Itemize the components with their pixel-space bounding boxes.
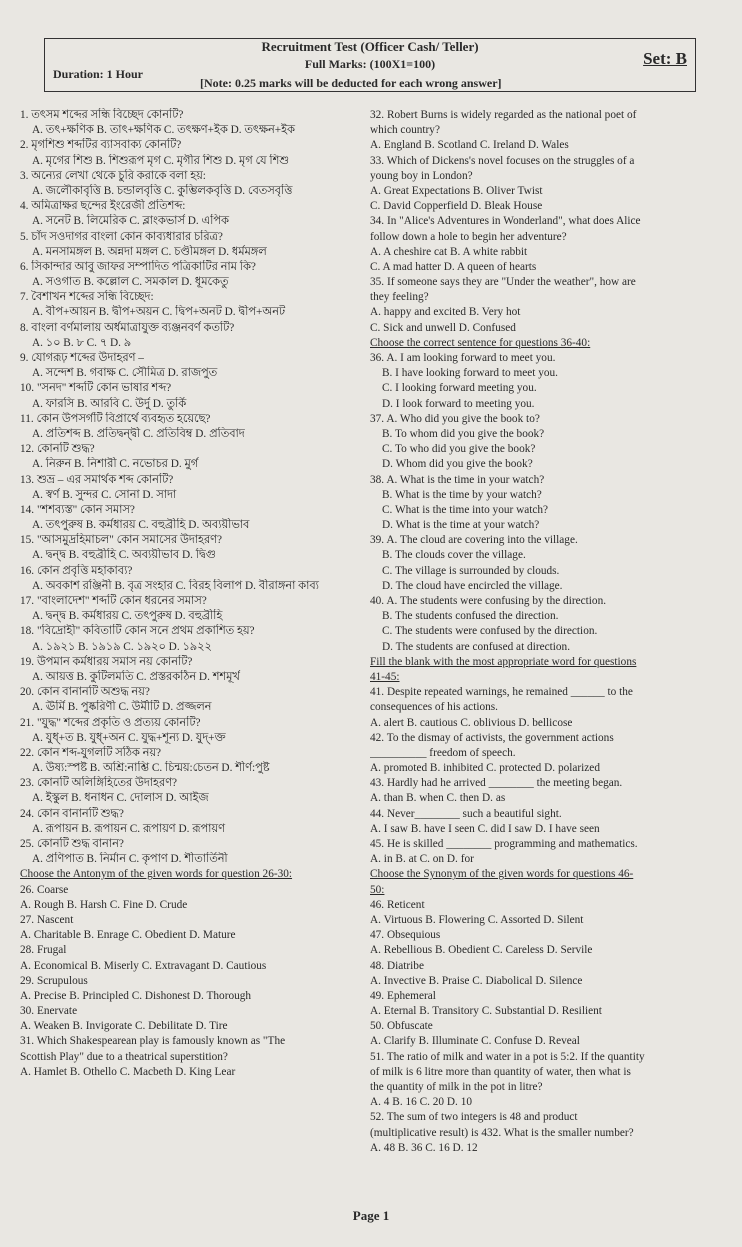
question-text: 20. কোন বানানটি অশুদ্ধ নয়? [20,686,150,699]
answer-options: D. Whom did you give the book? [382,458,533,471]
section-instruction: Fill the blank with the most appropriate word for questions [370,655,637,668]
right-question-column [370,108,706,1156]
answer-options: A. উষ্য:স্পষ্ট B. অশ্রি:নাশ্তি C. চিন্ময়:চেতন D. শীর্ণ:পুষ্ট [32,762,270,775]
question-text: young boy in London? [370,169,473,182]
question-text: 41. Despite repeated warnings, he remained ______ to the [370,686,633,699]
answer-options: B. To whom did you give the book? [382,427,545,440]
page-number: Page 1 [352,1208,390,1223]
question-set: Set: B [643,49,687,68]
question-text: 13. শুভ্র – এর সমার্থক শব্দ কোনটি? [20,473,174,486]
section-instruction: Choose the Synonym of the given words for questions 46- [370,868,634,881]
duration: Duration: 1 Hour [53,67,143,81]
answer-options: D. I look forward to meeting you. [382,397,535,410]
question-text: 34. In "Alice's Adventures in Wonderland", what does Alice [370,215,641,228]
question-text: 1. তৎসম শব্দের সন্ধি বিচ্ছেদ কোনটি? [20,109,184,121]
answer-options: A. A cheshire cat B. A white rabbit [370,245,528,258]
answer-options: B. The students confused the direction. [382,610,559,623]
answer-options: A. Charitable B. Enrage C. Obedient D. Mature [20,929,236,942]
answer-options: A. প্রণিপাত B. নির্মান C. কৃপাণ D. শীতার্তিনী [32,853,228,866]
answer-options: A. নিরুন B. নিশারী C. নভোচর D. মুর্গ [32,458,199,471]
answer-options: A. Virtuous B. Flowering C. Assorted D. Silent [370,913,584,926]
answer-options: A. England B. Scotland C. Ireland D. Wales [370,139,569,152]
question-text: 40. A. The students were confusing by the direction. [370,595,607,607]
answer-options: A. দ্বন্দ্ব B. বহুব্রীহি C. অব্যয়ীভাব D. দ্বিগু [32,549,216,562]
answer-options: A. happy and excited B. Very hot [370,306,521,319]
question-text: 14. "শশব্যস্ত" কোন সমাস? [20,503,135,516]
answer-options: A. মৃগের শিশু B. শিশুরূপ মৃগ C. মৃগীর শিশু D. মৃগ যে শিশু [32,154,290,167]
negative-marking-note: [Note: 0.25 marks will be deducted for each wrong answer] [200,76,502,90]
question-text: the quantity of milk in the pot in litre? [370,1081,543,1093]
question-text: 49. Ephemeral [370,989,436,1002]
answer-options: D. The students are confused at direction. [382,640,571,653]
question-text: 3. অন্যের লেখা থেকে চুরি করাকে বলা হয়: [20,169,206,182]
answer-options: A. ঊর্মি B. পুষ্করিণী C. উর্মীটি D. প্রজ্জলন [32,701,212,714]
question-text: 5. চাঁদ সওদাগর বাংলা কোন কাব্যধারার চরিত্র? [20,230,223,243]
question-text: 12. কোনটি শুদ্ধ? [20,443,95,456]
section-instruction: 41-45: [370,670,400,683]
answer-options: A. in B. at C. on D. for [370,853,474,866]
answer-options: A. Precise B. Principled C. Dishonest D. Thorough [20,989,252,1002]
question-text: 29. Scrupulous [20,974,88,987]
question-text: 52. The sum of two integers is 48 and product [370,1111,578,1124]
question-text: 45. He is skilled ________ programming and mathematics. [370,838,638,850]
question-text: 46. Reticent [370,898,425,911]
answer-options: A. Economical B. Miserly C. Extravagant D. Cautious [20,959,267,972]
question-text: which country? [370,124,440,137]
question-text: 38. A. What is the time in your watch? [370,473,545,486]
question-text: 32. Robert Burns is widely regarded as the national poet of [370,109,637,121]
question-text: 31. Which Shakespearean play is famously known as "The [20,1035,286,1048]
answer-options: A. ১০ B. ৮ C. ৭ D. ৯ [32,336,132,349]
question-text: 27. Nascent [20,913,74,926]
question-text: 7. বৈশাখন শব্দের সন্ধি বিচ্ছেদ: [20,291,154,304]
answer-options: A. তৎ+ক্ষণিক B. তাৎ+ক্ষণিক C. তৎক্ষণ+ইক D. তৎক্ষন+ইক [32,124,295,137]
answer-options: C. The village is surrounded by clouds. [382,564,560,577]
answer-options: A. I saw B. have I seen C. did I saw D. I have seen [370,822,600,835]
answer-options: A. ইস্কুল B. ধনাধন C. দোলাস D. আইজ [32,792,209,805]
answer-options: C. David Copperfield D. Bleak House [370,200,543,213]
question-text: 9. যোগরূঢ় শব্দের উদাহরণ – [20,352,144,364]
answer-options: A. জলৌকাবৃত্তি B. চন্ডালবৃত্তি C. কুম্ভিলকবৃত্তি D. বেতসবৃত্তি [32,184,293,197]
answer-options: C. To who did you give the book? [382,443,536,456]
answer-options: A. Eternal B. Transitory C. Substantial D. Resilient [370,1005,602,1018]
answer-options: A. বীপ+আয়ন B. দ্বীপ+অয়ন C. দ্বিপ+অনট D. দ্বীপ+অনট [32,306,286,319]
answer-options: C. The students were confused by the direction. [382,625,598,638]
question-text: they feeling? [370,291,429,304]
answer-options: A. Clarify B. Illuminate C. Confuse D. Reveal [370,1035,580,1048]
section-instruction: Choose the correct sentence for questions 36-40: [370,336,591,349]
answer-options: A. Hamlet B. Othello C. Macbeth D. King Lear [20,1065,236,1078]
answer-options: A. Rough B. Harsh C. Fine D. Crude [20,898,188,911]
question-text: 48. Diatribe [370,959,424,972]
answer-options: C. Sick and unwell D. Confused [370,321,516,334]
question-text: 15. "আসমুদ্রহিমাচল" কোন সমাসের উদাহরণ? [20,534,223,547]
answer-options: A. অবকাশ রঞ্জিনী B. বৃত্র সংহার C. বিরহ বিলাপ D. বীরাঙ্গনা কাব্য [32,579,319,592]
question-text: (multiplicative result) is 432. What is the smaller number? [370,1126,634,1139]
answer-options: C. A mad hatter D. A queen of hearts [370,260,537,273]
answer-options: A. Weaken B. Invigorate C. Debilitate D. Tire [20,1020,228,1033]
answer-options: C. What is the time into your watch? [382,503,549,516]
question-text: 47. Obsequious [370,929,441,942]
question-text: 24. কোন বানানটি শুদ্ধ? [20,807,124,820]
answer-options: A. সনেট B. লিমেরিক C. ব্লাংকভার্স D. এপিক [32,215,229,228]
answer-options: A. alert B. cautious C. oblivious D. bellicose [370,716,573,729]
question-text: 28. Frugal [20,944,67,957]
question-text: 17. "বাংলাদেশ" শব্দটি কোন ধরনের সমাস? [20,595,207,607]
question-text: follow down a hole to begin her adventure? [370,230,567,243]
answer-options: A. Invective B. Praise C. Diabolical D. Silence [370,974,583,987]
question-text: 44. Never________ such a beautiful sight. [370,807,562,820]
question-text: 4. অমিত্রাক্ষর ছন্দের ইংরেজী প্রতিশব্দ: [20,200,186,213]
answer-options: A. দ্বন্দ্ব B. কর্মধারয় C. তৎপুরুষ D. বহুব্রীহি [32,610,223,623]
answer-options: A. রূপায়ন B. রূপায়ন C. রূপায়ণ D. রূপায়ণ [32,822,225,835]
question-text: 43. Hardly had he arrived ________ the meeting began. [370,777,623,790]
question-text: consequences of his actions. [370,701,498,714]
question-text: 23. কোনটি অলিঙ্গিহিতের উদাহরণ? [20,777,178,790]
question-text: 42. To the dismay of activists, the government actions [370,731,614,744]
answer-options: A. স্বর্ণ B. সুন্দর C. সোনা D. সাদা [32,488,177,501]
answer-options: A. 4 B. 16 C. 20 D. 10 [370,1096,472,1109]
question-text: 21. "যুদ্ধ" শব্দের প্রকৃতি ও প্রত্যয় কোনটি? [20,716,201,729]
exam-header [44,38,696,92]
answer-options: A. সন্দেশ B. গবাক্ষ C. সৌমিত্র D. রাজপুত [32,367,218,380]
question-text: 25. কোনটি শুদ্ধ বানান? [20,838,124,850]
answer-options: A. প্রতিশব্দ B. প্রতিদ্বন্দ্বী C. প্রতিবিম্ব D. প্রতিবাদ [32,427,245,440]
question-text: 30. Enervate [20,1005,78,1018]
answer-options: B. I have looking forward to meet you. [382,367,559,380]
answer-options: A. সওগাত B. কল্লোল C. সমকাল D. ধূমকেতু [32,276,229,289]
question-text: 51. The ratio of milk and water in a pot is 5:2. If the quantity [370,1050,645,1063]
question-text: 50. Obfuscate [370,1020,433,1033]
answer-options: A. ১৯২১ B. ১৯১৯ C. ১৯২০ D. ১৯২২ [32,640,212,653]
answer-options: A. তৎপুরুষ B. কর্মধারয় C. বহুব্রীহি D. অব্যয়ীভাব [32,519,250,532]
answer-options: A. আয়ত্ত B. কুটিলমতি C. প্রস্তরকঠিন D. শশমূর্খ [32,670,240,683]
full-marks: Full Marks: (100X1=100) [304,57,436,71]
question-text: 22. কোন শব্দ-যুগলটি সঠিক নয়? [20,746,162,759]
answer-options: B. The clouds cover the village. [382,549,526,562]
question-text: Scottish Play" due to a theatrical superstition? [20,1050,228,1063]
answer-options: A. Rebellious B. Obedient C. Careless D. Servile [370,944,593,957]
exam-title: Recruitment Test (Officer Cash/ Teller) [261,39,479,54]
answer-options: A. মনসামঙ্গল B. অন্নদা মঙ্গল C. চণ্ডীমঙ্গল D. ধর্মমঙ্গল [32,245,267,258]
question-text: 37. A. Who did you give the book to? [370,412,540,425]
question-text: 6. সিকান্দার আবু জাফর সম্পাদিত পত্রিকাটির নাম কি? [20,260,256,273]
question-text: 2. মৃগশিশু শব্দটির ব্যাসবাক্য কোনটি? [20,139,182,152]
answer-options: A. than B. when C. then D. as [370,792,506,805]
question-text: 18. "বিদ্রোহী" কবিতাটি কোন সনে প্রথম প্রকাশিত হয়? [20,625,255,638]
question-text: 19. উপমান কর্মধারয় সমাস নয় কোনটি? [20,655,193,668]
answer-options: C. I looking forward meeting you. [382,382,537,395]
question-text: 11. কোন উপসর্গটি বিপ্রার্থে ব্যবহৃত হয়েছে? [20,412,211,425]
section-instruction: 50: [370,883,385,896]
question-text: of milk is 6 litre more than quantity of water, then what is [370,1065,631,1078]
answer-options: A. ফারসি B. আরবি C. উর্দু D. তুর্কি [32,397,187,410]
answer-options: A. যুধ্+ত B. যুধ্+অন C. যুদ্ধ+শূন্য D. যুদ্+ক্ত [32,731,226,744]
answer-options: A. Great Expectations B. Oliver Twist [370,184,543,197]
answer-options: D. The cloud have encircled the village. [382,579,563,592]
left-question-column [20,108,368,1080]
question-text: 36. A. I am looking forward to meet you. [370,352,556,364]
answer-options: A. 48 B. 36 C. 16 D. 12 [370,1141,478,1154]
question-text: 26. Coarse [20,883,69,896]
question-text: 35. If someone says they are "Under the weather", how are [370,276,636,289]
question-text: 39. A. The cloud are covering into the village. [370,534,578,547]
question-text: 16. কোন প্রবৃত্তি মহাকাব্য? [20,564,133,577]
section-instruction: Choose the Antonym of the given words for question 26-30: [20,868,293,881]
question-text: __________ freedom of speech. [370,746,516,759]
question-text: 33. Which of Dickens's novel focuses on the struggles of a [370,154,635,167]
question-text: 10. "সনদ" শব্দটি কোন ভাষার শব্দ? [20,382,172,395]
answer-options: A. promoted B. inhibited C. protected D. polarized [370,762,600,775]
answer-options: D. What is the time at your watch? [382,519,540,532]
question-text: 8. বাংলা বর্ণমালায় অর্ধমাত্রাযুক্ত ব্যঞ্জনবর্ণ কতটি? [20,321,235,334]
answer-options: B. What is the time by your watch? [382,488,542,501]
